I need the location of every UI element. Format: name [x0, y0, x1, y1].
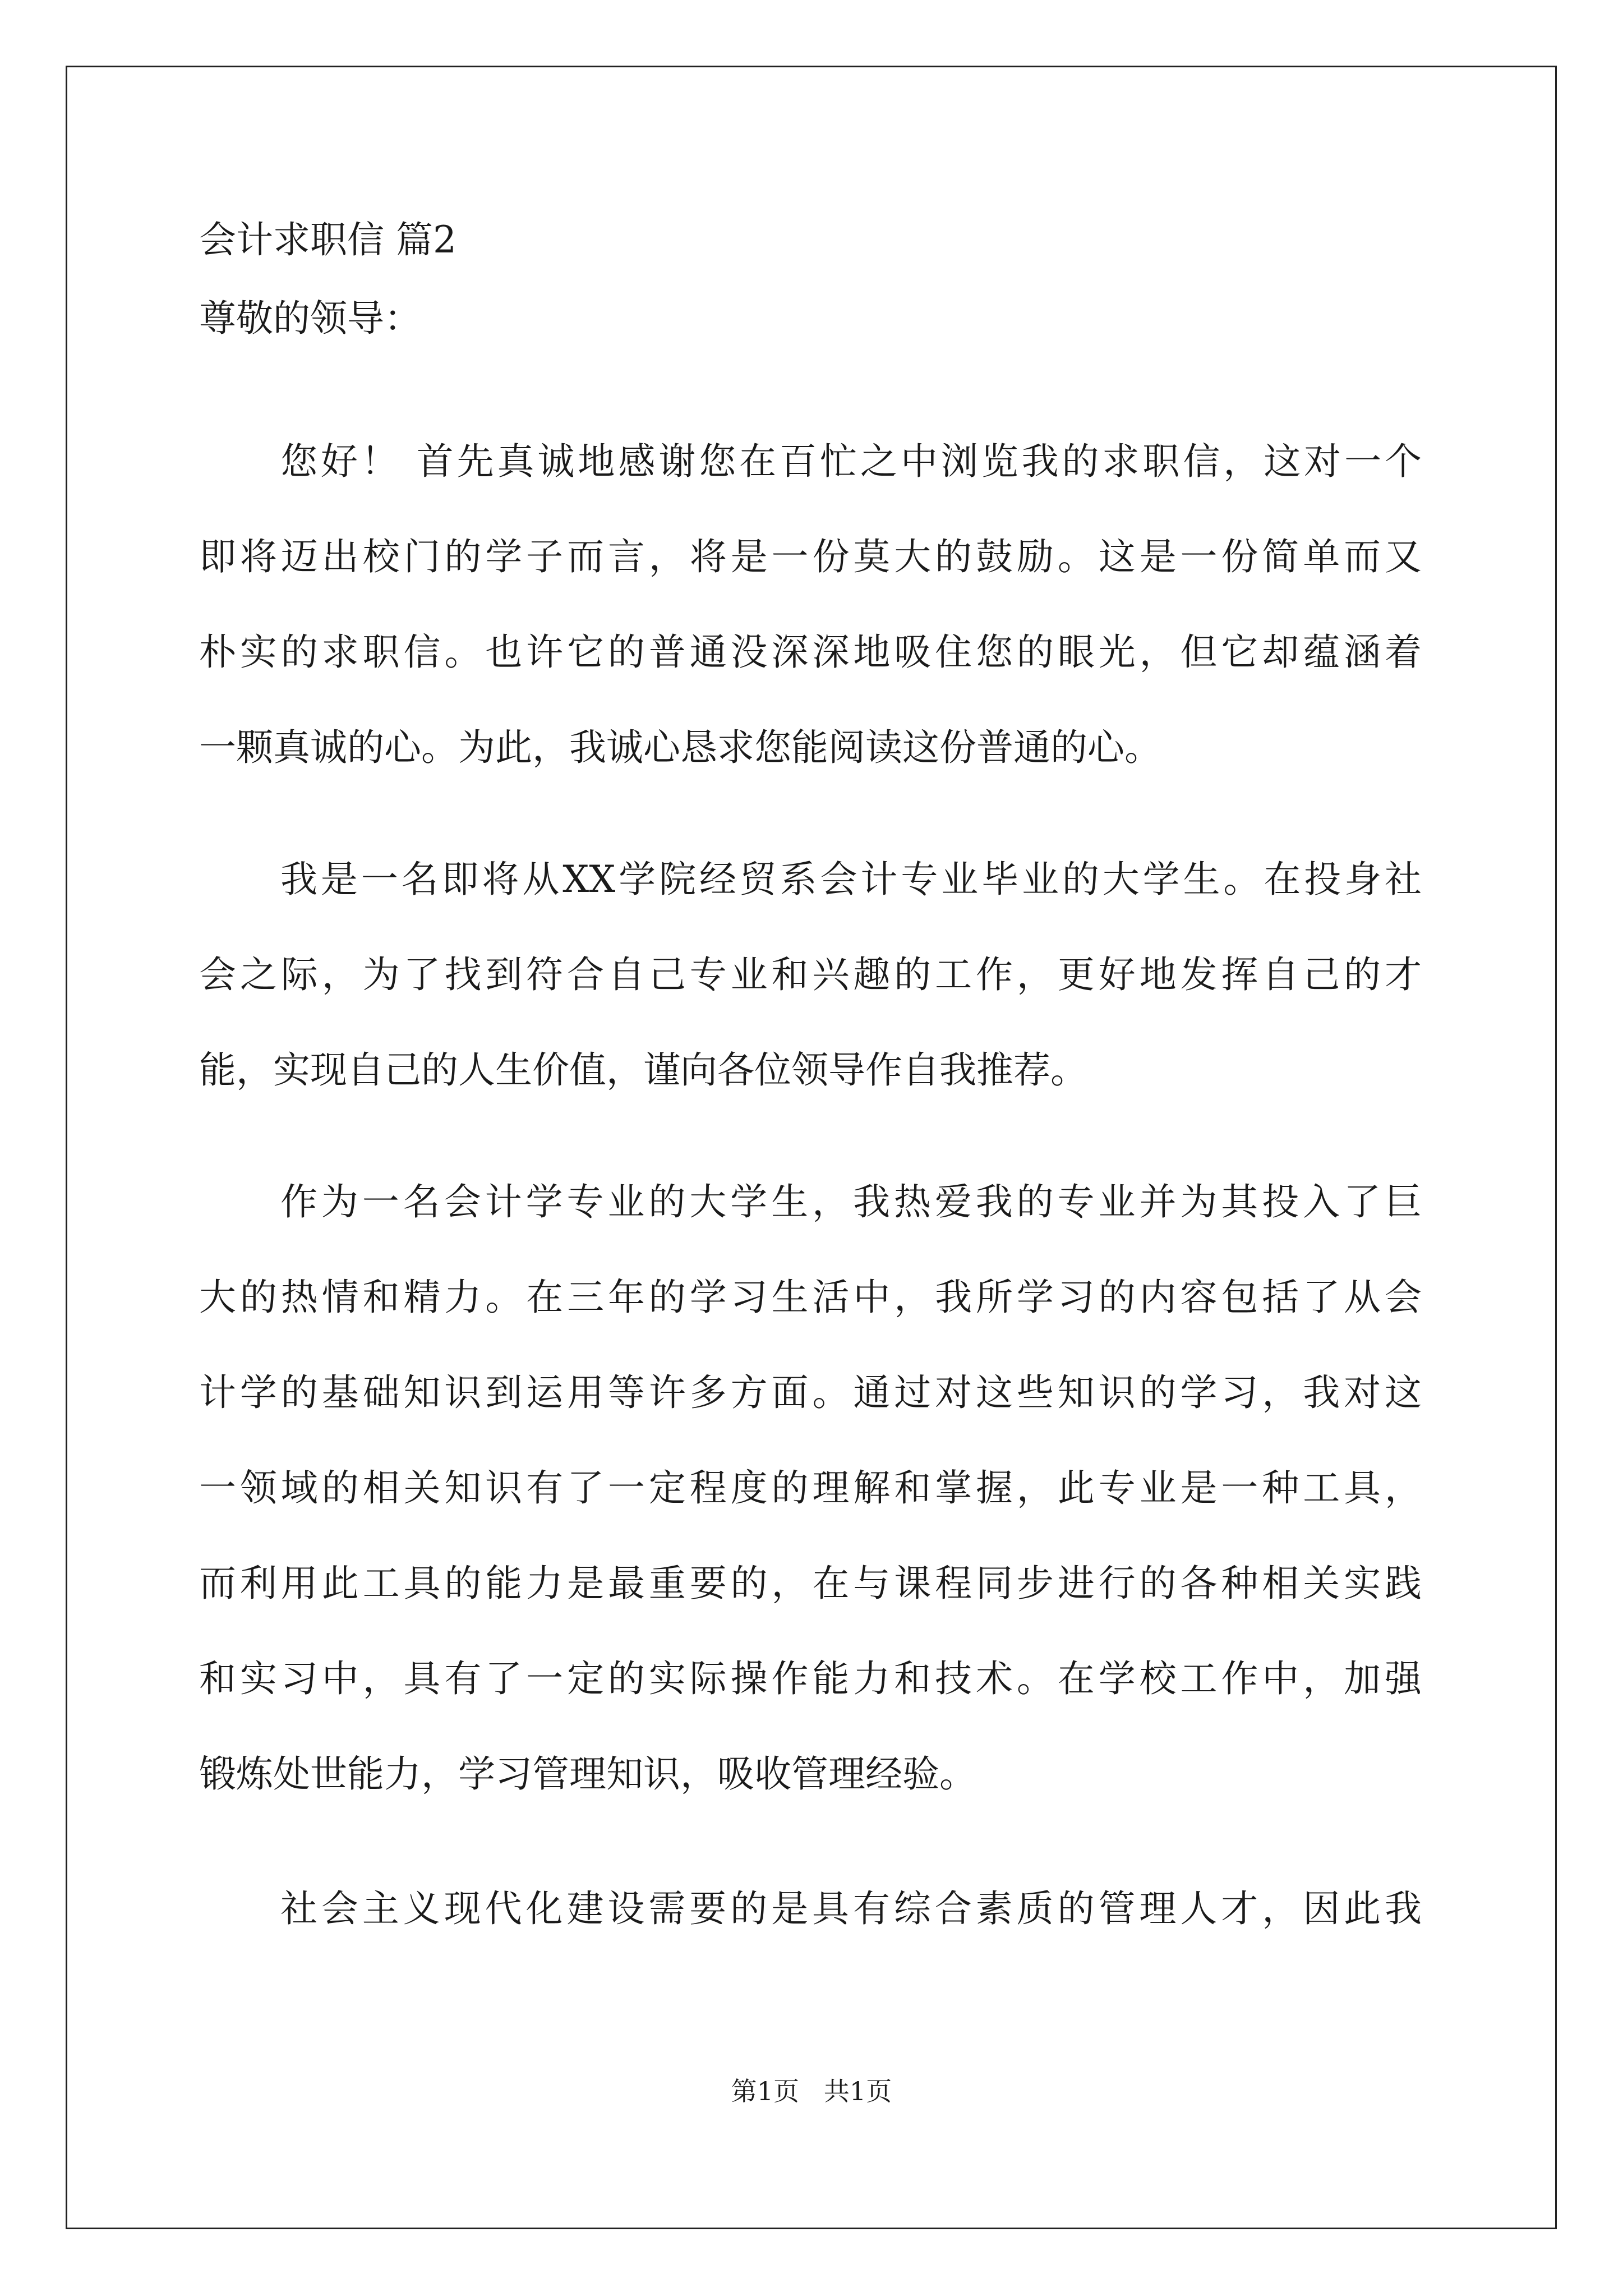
- paragraph-line: 大的热情和精力。在三年的学习生活中，我所学习的内容包括了从会: [199, 1276, 1422, 1319]
- paragraph-line: 社会主义现代化建设需要的是具有综合素质的管理人才，因此我: [280, 1887, 1422, 1930]
- paragraph-line: 即将迈出校门的学子而言，将是一份莫大的鼓励。这是一份简单而又: [199, 535, 1422, 578]
- salutation: 尊敬的领导：: [199, 297, 421, 340]
- paragraph-line: 一领域的相关知识有了一定程度的理解和掌握，此专业是一种工具，: [199, 1466, 1422, 1510]
- paragraph-line: 计学的基础知识到运用等许多方面。通过对这些知识的学习，我对这: [199, 1371, 1422, 1414]
- paragraph-line: 而利用此工具的能力是最重要的，在与课程同步进行的各种相关实践: [199, 1562, 1422, 1605]
- paragraph-line: 作为一名会计学专业的大学生，我热爱我的专业并为其投入了巨: [280, 1180, 1422, 1223]
- paragraph-line: 您好！ 首先真诚地感谢您在百忙之中浏览我的求职信，这对一个: [280, 440, 1422, 483]
- paragraph-line: 朴实的求职信。也许它的普通没深深地吸住您的眼光，但它却蕴涵着: [199, 631, 1422, 674]
- paragraph-line: 和实习中，具有了一定的实际操作能力和技术。在学校工作中，加强: [199, 1657, 1422, 1700]
- paragraph-line: 会之际，为了找到符合自己专业和兴趣的工作，更好地发挥自己的才: [199, 953, 1422, 996]
- paragraph-line: 能，实现自己的人生价值，谨向各位领导作自我推荐。: [199, 1048, 1087, 1092]
- page-footer: 第1页 共1页: [731, 2076, 892, 2106]
- paragraph-line: 一颗真诚的心。为此，我诚心恳求您能阅读这份普通的心。: [199, 726, 1161, 769]
- paragraph-line: 我是一名即将从XX学院经贸系会计专业毕业的大学生。在投身社: [280, 858, 1422, 901]
- document-title: 会计求职信 篇2: [199, 218, 457, 261]
- paragraph-line: 锻炼处世能力，学习管理知识，吸收管理经验。: [199, 1752, 976, 1796]
